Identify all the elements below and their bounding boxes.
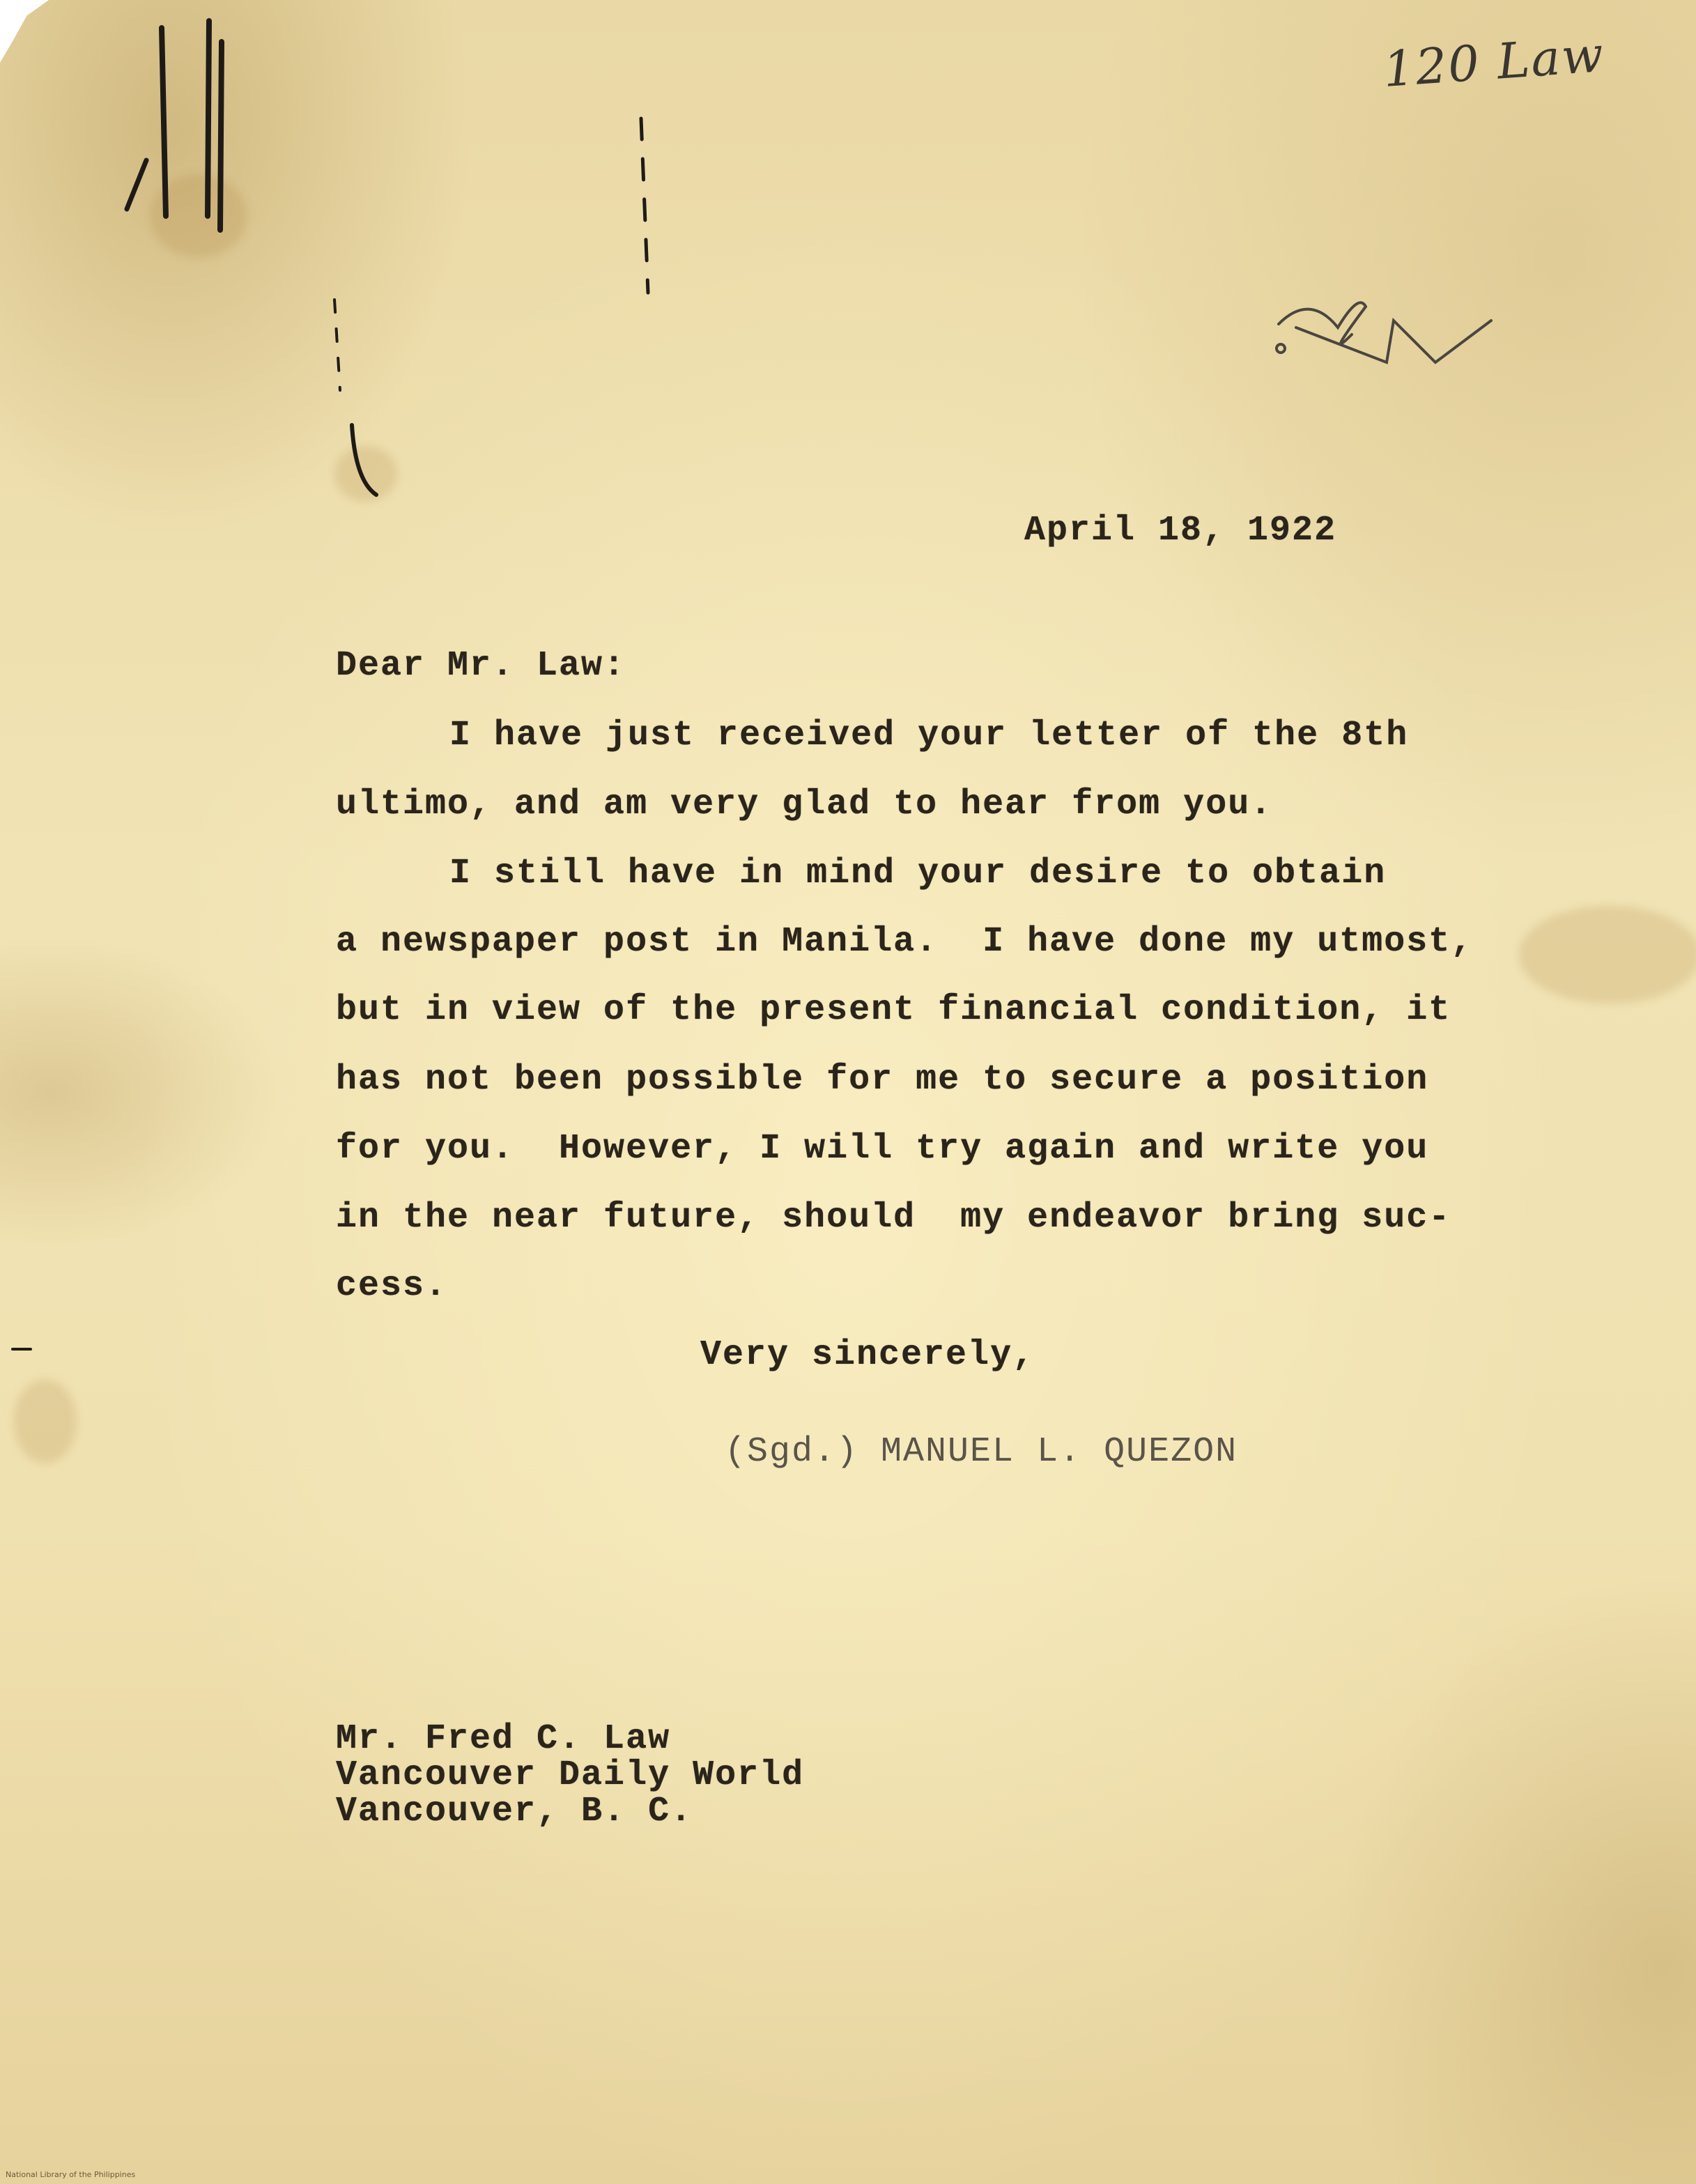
closing: Very sincerely, <box>700 1335 1035 1375</box>
recipient-name: Mr. Fred C. Law <box>336 1719 671 1759</box>
binding-mark <box>334 300 340 390</box>
body-line: ultimo, and am very glad to hear from you. <box>336 785 1273 824</box>
body-line: cess. <box>336 1266 448 1306</box>
binding-mark <box>352 425 376 495</box>
signature-block: (Sgd.) MANUEL L. QUEZON <box>725 1432 1238 1472</box>
recipient-city: Vancouver, B. C. <box>336 1792 693 1831</box>
punch-mark <box>162 28 166 216</box>
body-line: I still have in mind your desire to obtain <box>449 854 1387 893</box>
check-mark-icon <box>1277 302 1491 362</box>
body-line: I have just received your letter of the 8th <box>449 716 1409 755</box>
punch-mark <box>127 160 146 209</box>
body-line: has not been possible for me to secure a position <box>336 1060 1429 1100</box>
punch-mark <box>208 21 209 216</box>
handwritten-note: 120 Law <box>1381 26 1607 98</box>
binding-mark <box>641 118 648 293</box>
letter-date: April 18, 1922 <box>1024 511 1337 551</box>
body-line: in the near future, should my endeavor bring suc- <box>336 1198 1451 1238</box>
body-line: for you. However, I will try again and write you <box>336 1129 1429 1169</box>
punch-mark <box>220 42 222 230</box>
recipient-organization: Vancouver Daily World <box>336 1755 805 1795</box>
salutation: Dear Mr. Law: <box>336 646 626 686</box>
body-line: a newspaper post in Manila. I have done my utmost, <box>336 922 1474 962</box>
body-line: but in view of the present financial condition, it <box>336 990 1451 1030</box>
archive-stamp: National Library of the Philippines <box>6 2170 136 2179</box>
